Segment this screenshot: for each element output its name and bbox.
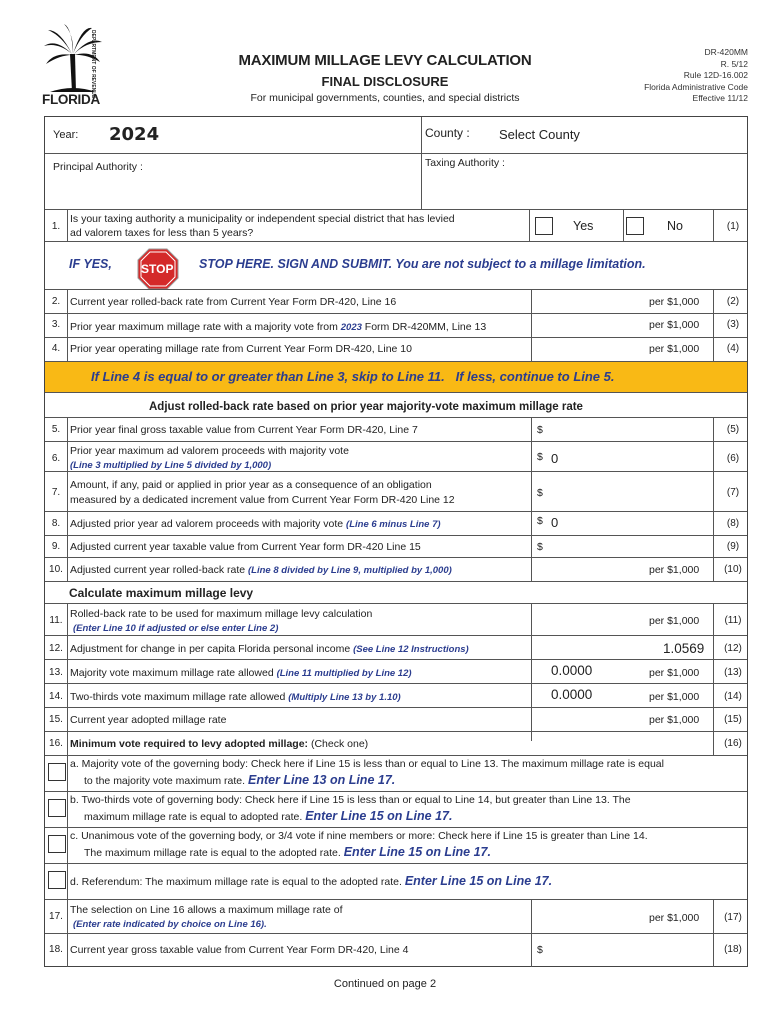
continued-footer: Continued on page 2	[333, 978, 437, 990]
line-6-dollar: $	[537, 451, 543, 463]
line-17-per: per $1,000	[649, 912, 700, 924]
line-2-per: per $1,000	[649, 296, 700, 308]
agency-vertical-text: DEPARTMENT OF REVENUE	[90, 30, 96, 99]
line-18-dollar: $	[537, 944, 543, 956]
line-11-text-2: (Enter Line 10 if adjusted or else enter Line 2)	[73, 623, 279, 634]
line-17-text-1: The selection on Line 16 allows a maximum millage rate of	[70, 904, 343, 916]
form-identifier-block	[644, 47, 748, 105]
county-label: County :	[425, 126, 470, 140]
line-5-number: 5.	[51, 424, 61, 435]
line-6-ref: (6)	[726, 453, 740, 464]
line-18-ref: (18)	[724, 944, 742, 955]
line-4-text: Prior year operating millage rate from Current Year Form DR-420, Line 10	[70, 343, 412, 355]
line-13-text: Majority vote maximum millage rate allowed (Line 11 multiplied by Line 12)	[70, 667, 412, 679]
line-13-value[interactable]: 0.0000	[551, 663, 593, 678]
line-8-value[interactable]: 0	[551, 515, 559, 530]
line-8-text: Adjusted prior year ad valorem proceeds with majority vote (Line 6 minus Line 7)	[70, 518, 441, 530]
line-11-number: 11.	[49, 615, 63, 626]
line-17-number: 17.	[49, 911, 63, 922]
stop-instruction: STOP HERE. SIGN AND SUBMIT. You are not subject to a millage limitation.	[199, 257, 646, 271]
form-rule: Rule 12D-16.002	[683, 70, 748, 81]
form-id: DR-420MM	[704, 47, 748, 57]
line-1-text-1: Is your taxing authority a municipality or independent special district that has levied	[70, 213, 455, 225]
option-d-text: d. Referendum: The maximum millage rate is equal to the adopted rate. Enter Line 15 on Line 17.	[70, 874, 553, 888]
option-c-text-1: c. Unanimous vote of the governing body, or 3/4 vote if nine members or more: Check here if Line 15 is greater than Line 14.	[70, 830, 648, 842]
line-13-per: per $1,000	[649, 667, 700, 679]
line-7-text-2: measured by a dedicated increment value from Current Year Form DR-420 Line 12	[70, 494, 455, 506]
option-b-text-2: maximum millage rate is equal to adopted rate. Enter Line 15 on Line 17.	[84, 809, 453, 823]
line-1-text-2: ad valorem taxes for less than 5 years?	[70, 227, 254, 239]
line-17-text-2: (Enter rate indicated by choice on Line 16).	[73, 919, 267, 930]
option-a-text-2: to the majority vote maximum rate. Enter Line 13 on Line 17.	[84, 773, 396, 787]
line-10-ref: (10)	[724, 564, 742, 575]
line-16-text: Minimum vote required to levy adopted millage: (Check one)	[70, 738, 369, 750]
line-10-number: 10.	[49, 564, 63, 575]
option-a-checkbox[interactable]	[48, 763, 66, 781]
line-9-ref: (9)	[726, 541, 740, 552]
yes-checkbox[interactable]	[535, 217, 553, 235]
option-d-checkbox[interactable]	[48, 871, 66, 889]
no-checkbox[interactable]	[626, 217, 644, 235]
line-7-number: 7.	[51, 487, 61, 498]
line-5-dollar: $	[537, 424, 543, 436]
line-6-value[interactable]: 0	[551, 451, 559, 466]
skip-banner-text: If Line 4 is equal to or greater than Line 3, skip to Line 11. If less, continue to Line 5.	[91, 369, 615, 384]
line-18-text: Current year gross taxable value from Current Year Form DR-420, Line 4	[70, 944, 409, 956]
line-12-number: 12.	[49, 643, 63, 654]
line-14-ref: (14)	[724, 691, 742, 702]
line-5-text: Prior year final gross taxable value from Current Year Form DR-420, Line 7	[70, 424, 418, 436]
line-2-number: 2.	[51, 296, 61, 307]
form-code: Florida Administrative Code	[644, 81, 748, 92]
line-14-per: per $1,000	[649, 691, 700, 703]
option-b-text-1: b. Two-thirds vote of governing body: Check here if Line 15 is less than or equal to Line 14, but greater than Line 13. The	[70, 794, 631, 806]
line-4-per: per $1,000	[649, 343, 700, 355]
line-7-text-1: Amount, if any, paid or applied in prior year as a consequence of an obligation	[70, 479, 432, 491]
line-12-text: Adjustment for change in per capita Florida personal income (See Line 12 Instructions)	[70, 643, 469, 655]
line-8-dollar: $	[537, 515, 543, 527]
line-10-per: per $1,000	[649, 564, 700, 576]
line-11-per: per $1,000	[649, 615, 700, 627]
line-2-text: Current year rolled-back rate from Current Year Form DR-420, Line 16	[70, 296, 397, 308]
if-yes-label: IF YES,	[69, 257, 112, 271]
line-16-ref: (16)	[724, 738, 742, 749]
option-c-text-2: The maximum millage rate is equal to the adopted rate. Enter Line 15 on Line 17.	[84, 845, 491, 859]
line-4-number: 4.	[51, 343, 61, 354]
form-revision: R. 5/12	[720, 58, 748, 69]
line-2-ref: (2)	[726, 296, 740, 307]
line-7-dollar: $	[537, 487, 543, 499]
option-c-checkbox[interactable]	[48, 835, 66, 853]
form-title: MAXIMUM MILLAGE LEVY CALCULATION	[238, 52, 532, 69]
line-3-text: Prior year maximum millage rate with a majority vote from 2023 Form DR-420MM, Line 13	[70, 321, 487, 333]
line-3-per: per $1,000	[649, 319, 700, 331]
year-label: Year:	[53, 129, 79, 141]
line-15-text: Current year adopted millage rate	[70, 714, 227, 726]
line-8-ref: (8)	[726, 518, 740, 529]
line-9-text: Adjusted current year taxable value from Current Year form DR-420 Line 15	[70, 541, 421, 553]
line-14-value[interactable]: 0.0000	[551, 687, 593, 702]
line-11-text-1: Rolled-back rate to be used for maximum millage levy calculation	[70, 608, 373, 620]
line-15-per: per $1,000	[649, 714, 700, 726]
line-6-text-2: (Line 3 multiplied by Line 5 divided by 1,000)	[70, 460, 272, 471]
section-adjust-heading: Adjust rolled-back rate based on prior year majority-vote maximum millage rate	[149, 401, 583, 413]
line-8-number: 8.	[51, 518, 61, 529]
line-13-number: 13.	[49, 667, 63, 678]
line-12-ref: (12)	[724, 643, 742, 654]
option-b-checkbox[interactable]	[48, 799, 66, 817]
line-3-ref: (3)	[726, 319, 740, 330]
line-15-ref: (15)	[724, 714, 742, 725]
line-14-number: 14.	[49, 691, 63, 702]
line-4-ref: (4)	[726, 343, 740, 354]
yes-label: Yes	[573, 219, 594, 233]
section-calculate-heading: Calculate maximum millage levy	[69, 586, 254, 600]
logo-text: FLORIDA	[42, 92, 100, 107]
principal-authority-label: Principal Authority :	[53, 161, 143, 173]
county-select[interactable]: Select County	[499, 127, 580, 142]
line-5-ref: (5)	[726, 424, 740, 435]
line-17-ref: (17)	[724, 912, 742, 923]
stop-sign-text: STOP	[141, 262, 174, 276]
line-9-dollar: $	[537, 541, 543, 553]
form-subtitle: FINAL DISCLOSURE	[321, 74, 449, 89]
line-9-number: 9.	[51, 541, 61, 552]
line-3-number: 3.	[51, 319, 61, 330]
line-1-number: 1.	[51, 221, 61, 232]
form-effective: Effective 11/12	[692, 93, 748, 104]
line-10-text: Adjusted current year rolled-back rate (Line 8 divided by Line 9, multiplied by 1,000)	[70, 564, 452, 576]
line-6-text-1: Prior year maximum ad valorem proceeds with majority vote	[70, 445, 349, 457]
line-18-number: 18.	[49, 944, 63, 955]
line-16-number: 16.	[49, 738, 63, 749]
line-15-number: 15.	[49, 714, 63, 725]
line-13-ref: (13)	[724, 667, 742, 678]
line-6-number: 6.	[51, 453, 61, 464]
no-label: No	[667, 219, 683, 233]
year-field[interactable]: 2024	[109, 124, 160, 145]
form-description: For municipal governments, counties, and special districts	[250, 92, 520, 104]
line-11-ref: (11)	[724, 615, 742, 626]
line-7-ref: (7)	[726, 487, 740, 498]
option-a-text-1: a. Majority vote of the governing body: Check here if Line 15 is less than or equal to Line 13. The maximum millage rate is equal	[70, 758, 664, 770]
line-14-text: Two-thirds vote maximum millage rate allowed (Multiply Line 13 by 1.10)	[70, 691, 401, 703]
taxing-authority-label: Taxing Authority :	[425, 157, 505, 169]
millage-form	[44, 116, 748, 967]
line-12-value[interactable]: 1.0569	[663, 641, 705, 656]
line-1-ref: (1)	[726, 221, 740, 232]
